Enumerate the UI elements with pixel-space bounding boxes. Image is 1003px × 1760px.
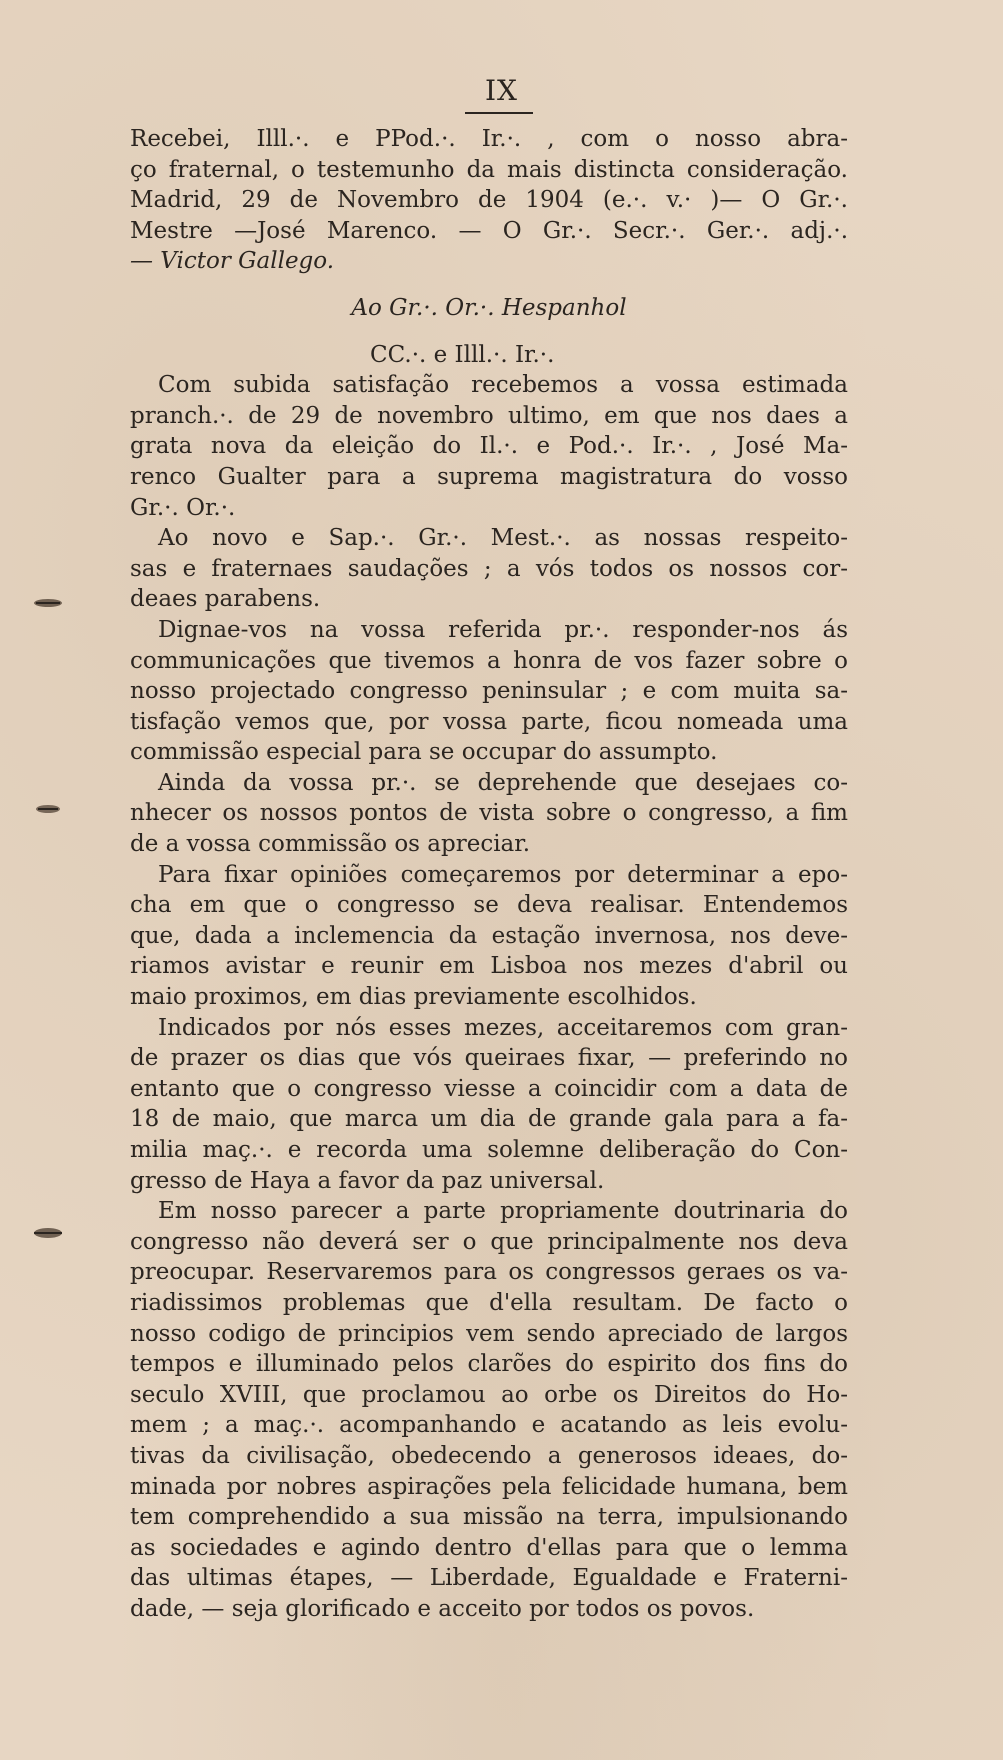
text-line: mem ; a maç.·. acompanhando e acatando as leis evolu- bbox=[130, 1412, 848, 1439]
text-line: seculo XVIII, que proclamou ao orbe os Direitos do Ho- bbox=[130, 1381, 848, 1408]
text-line: gresso de Haya a favor da paz universal. bbox=[130, 1167, 605, 1194]
text-line: ço fraternal, o testemunho da mais distincta consideração. bbox=[130, 156, 848, 183]
text-line: minada por nobres aspirações pela felicidade humana, bem bbox=[130, 1473, 848, 1500]
text-line: Gr.·. Or.·. bbox=[130, 494, 236, 521]
text-line: nosso codigo de principios vem sendo apreciado de largos bbox=[130, 1320, 848, 1347]
text-line: tivas da civilisação, obedecendo a generosos ideaes, do- bbox=[130, 1442, 848, 1469]
salutation-line: CC.·. e Illl.·. Ir.·. bbox=[370, 341, 555, 368]
text-line: Em nosso parecer a parte propriamente doutrinaria do bbox=[158, 1198, 848, 1225]
text-line: Com subida satisfação recebemos a vossa estimada bbox=[158, 372, 848, 399]
text-line: commissão especial para se occupar do assumpto. bbox=[130, 739, 718, 766]
text-line: Indicados por nós esses mezes, acceitaremos com gran- bbox=[158, 1014, 848, 1041]
text-line: communicações que tivemos a honra de vos fazer sobre o bbox=[130, 647, 848, 674]
text-line: preocupar. Reservaremos para os congressos geraes os va- bbox=[130, 1259, 848, 1286]
text-line: deaes parabens. bbox=[130, 586, 321, 613]
spacer bbox=[130, 324, 848, 340]
text-line: dade, — seja glorificado e acceito por todos os povos. bbox=[130, 1595, 755, 1622]
text-line: Recebei, Illl.·. e PPod.·. Ir.·. , com o nosso abra- bbox=[130, 126, 848, 152]
binding-hole-icon bbox=[28, 800, 68, 818]
text-line: congresso não deverá ser o que principalmente nos deva bbox=[130, 1228, 848, 1255]
binding-hole-icon bbox=[28, 594, 68, 612]
text-line: cha em que o congresso se deva realisar. Entendemos bbox=[130, 892, 848, 919]
text-line: renco Gualter para a suprema magistratura do vosso bbox=[130, 463, 848, 490]
text-line: nosso projectado congresso peninsular ; e com muita sa- bbox=[130, 678, 848, 705]
text-line: tisfação vemos que, por vossa parte, ficou nomeada uma bbox=[130, 708, 848, 735]
text-line: Dignae-vos na vossa referida pr.·. responder-nos ás bbox=[158, 616, 848, 643]
text-line: Mestre —José Marenco. — O Gr.·. Secr.·. Ger.·. adj.·. bbox=[130, 217, 848, 244]
text-line: de prazer os dias que vós queiraes fixar, — preferindo no bbox=[130, 1045, 848, 1072]
page-number: IX bbox=[485, 74, 518, 107]
text-line: riamos avistar e reunir em Lisboa nos mezes d'abril ou bbox=[130, 953, 848, 980]
text-line: das ultimas étapes, — Liberdade, Egualdade e Fraterni- bbox=[130, 1565, 848, 1592]
text-line: milia maç.·. e recorda uma solemne deliberação do Con- bbox=[130, 1137, 848, 1163]
spacer bbox=[130, 277, 848, 293]
text-line: as sociedades e agindo dentro d'ellas para que o lemma bbox=[130, 1534, 848, 1561]
text-line: — Victor Gallego. bbox=[130, 248, 335, 275]
text-line: Para fixar opiniões começaremos por determinar a epo- bbox=[158, 861, 848, 888]
text-line: nhecer os nossos pontos de vista sobre o congresso, a fim bbox=[130, 800, 848, 827]
binding-hole-icon bbox=[28, 1224, 68, 1242]
document-body bbox=[130, 124, 848, 1625]
text-line: sas e fraternaes saudações ; a vós todos os nossos cor- bbox=[130, 555, 848, 582]
text-line: entanto que o congresso viesse a coincidir com a data de bbox=[130, 1075, 848, 1102]
text-line: grata nova da eleição do Il.·. e Pod.·. Ir.·. , José Ma- bbox=[130, 433, 848, 460]
text-line: Madrid, 29 de Novembro de 1904 (e.·. v.· )— O Gr.·. bbox=[130, 187, 848, 214]
text-line: maio proximos, em dias previamente escolhidos. bbox=[130, 984, 697, 1011]
page-number-rule bbox=[465, 112, 533, 114]
text-line: Ao novo e Sap.·. Gr.·. Mest.·. as nossas respeito- bbox=[158, 525, 848, 552]
text-line: de a vossa commissão os apreciar. bbox=[130, 831, 531, 858]
text-line: 18 de maio, que marca um dia de grande gala para a fa- bbox=[130, 1106, 848, 1133]
text-line: riadissimos problemas que d'ella resultam. De facto o bbox=[130, 1289, 848, 1316]
text-line: tem comprehendido a sua missão na terra, impulsionando bbox=[130, 1504, 848, 1531]
salutation-line: Ao Gr.·. Or.·. Hespanhol bbox=[351, 294, 627, 321]
text-line: que, dada a inclemencia da estação invernosa, nos deve- bbox=[130, 922, 848, 949]
text-line: tempos e illuminado pelos clarões do espirito dos fins do bbox=[130, 1351, 848, 1378]
text-line: Ainda da vossa pr.·. se deprehende que desejaes co- bbox=[158, 769, 848, 796]
text-line: pranch.·. de 29 de novembro ultimo, em que nos daes a bbox=[130, 402, 848, 429]
